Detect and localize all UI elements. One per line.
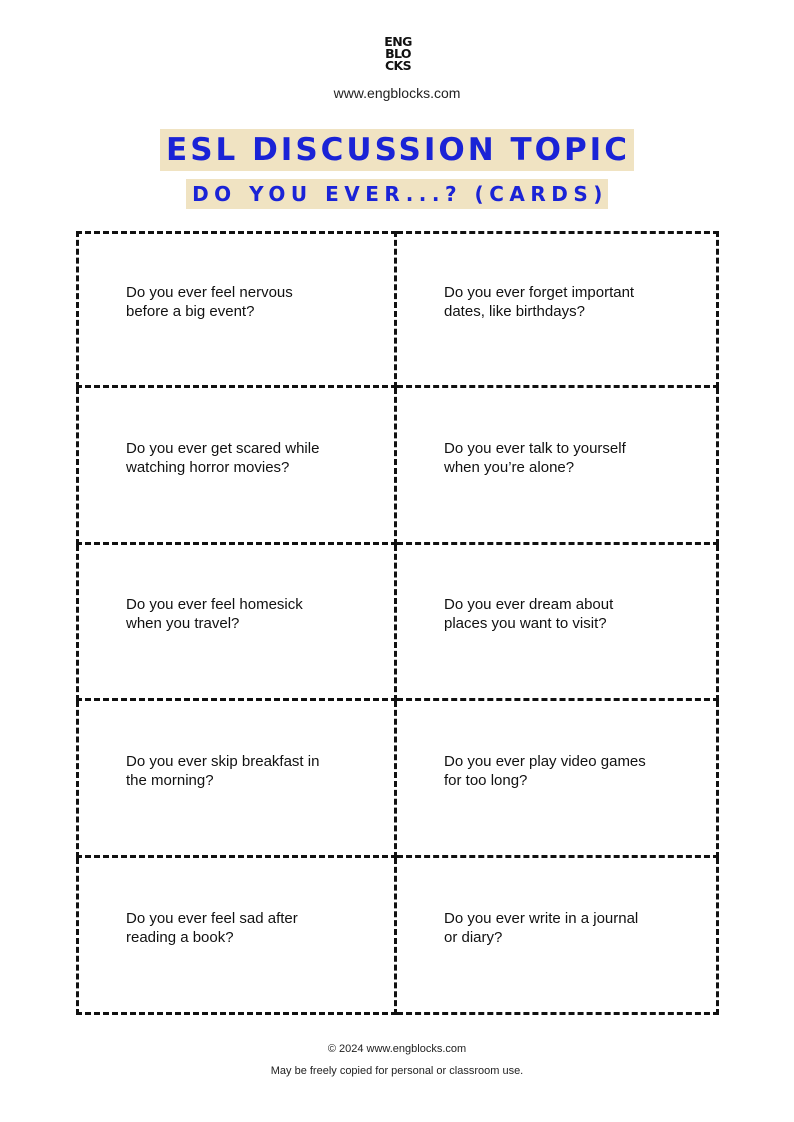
card-question: Do you ever forget important dates, like birthdays?: [444, 284, 635, 321]
discussion-card: [76, 388, 397, 545]
card-question: Do you ever feel nervous before a big event?: [126, 284, 293, 321]
card-question: Do you ever get scared while watching horror movies?: [126, 439, 320, 476]
card-question: Do you ever dream about places you want to visit?: [444, 596, 614, 633]
discussion-card: [76, 858, 397, 1015]
logo-line-1: ENG: [384, 34, 412, 49]
card-question: Do you ever skip breakfast in the morning?: [126, 753, 320, 790]
logo-line-3: CKS: [384, 58, 412, 73]
site-url: www.engblocks.com: [333, 85, 461, 101]
footer-copyright: © 2024 www.engblocks.com: [327, 1043, 467, 1055]
page-subtitle: DO YOU EVER...? (CARDS): [186, 179, 608, 209]
footer-usage-note: May be freely copied for personal or classroom use.: [270, 1065, 524, 1077]
card-question: Do you ever talk to yourself when you’re alone?: [444, 439, 626, 476]
card-question: Do you ever feel sad after reading a book?: [126, 910, 298, 947]
discussion-card: [76, 231, 397, 388]
discussion-card: [397, 858, 719, 1015]
card-question: Do you ever feel homesick when you travel?: [126, 596, 303, 633]
card-question: Do you ever write in a journal or diary?: [444, 910, 639, 947]
title-wrap: [0, 129, 794, 171]
discussion-card: [76, 545, 397, 702]
discussion-card: [76, 701, 397, 858]
card-question: Do you ever play video games for too long?: [444, 753, 646, 790]
logo-line-2: BLO: [385, 46, 411, 61]
discussion-card: [397, 701, 719, 858]
page-title: ESL DISCUSSION TOPIC: [160, 129, 634, 171]
subtitle-wrap: [0, 179, 794, 209]
discussion-card: [397, 388, 719, 545]
engblocks-logo: [380, 36, 416, 72]
discussion-card: [397, 545, 719, 702]
discussion-card: [397, 231, 719, 388]
discussion-cards-grid: [76, 231, 719, 1015]
